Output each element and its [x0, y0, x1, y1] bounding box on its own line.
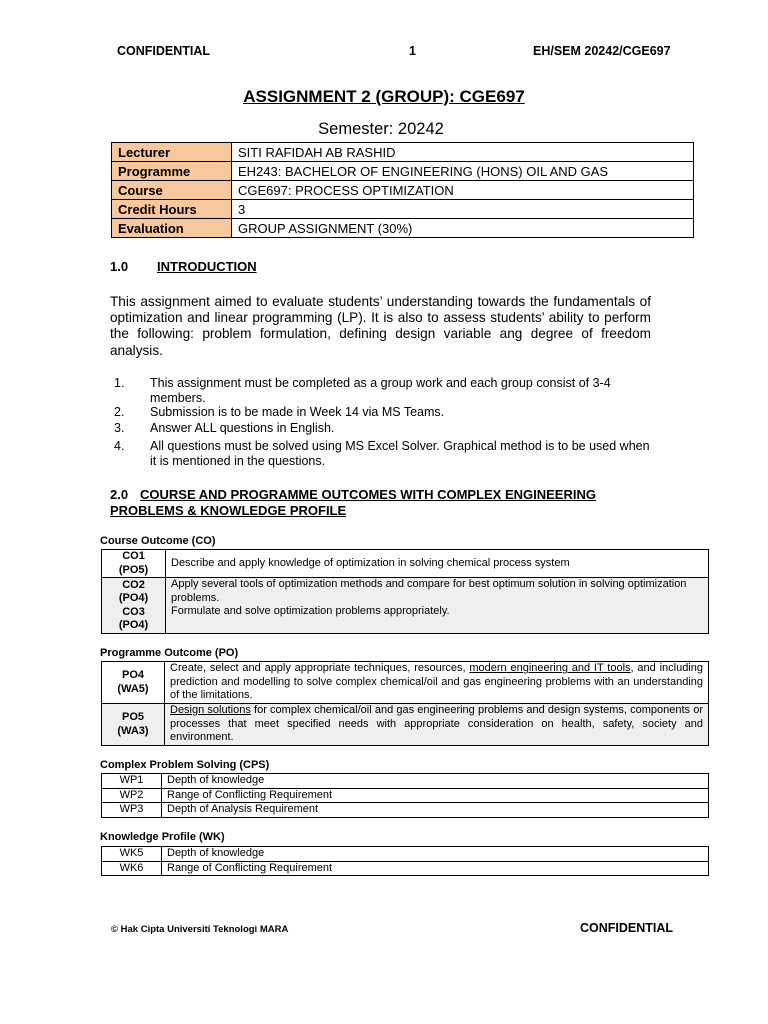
wp-code: WP2: [102, 788, 162, 803]
wk-code: WK5: [102, 847, 162, 862]
info-label: Programme: [112, 162, 232, 181]
list-text: Answer ALL questions in English.: [150, 421, 335, 435]
outcome-description-cell: [166, 578, 709, 634]
info-label: Evaluation: [112, 219, 232, 238]
wk-description: Range of Conflicting Requirement: [162, 861, 709, 876]
section-1-heading: [157, 259, 257, 274]
table-row: [102, 578, 709, 634]
info-label: Course: [112, 181, 232, 200]
desc-text: Create, select and apply appropriate techniques, resources,: [170, 662, 470, 675]
table-row: [102, 847, 709, 862]
table-row: [102, 774, 709, 789]
footer-copyright: © Hak Cipta Universiti Teknologi MARA: [111, 924, 289, 935]
document-code: EH/SEM 20242/CGE697: [533, 44, 671, 58]
wp-description: Range of Conflicting Requirement: [162, 788, 709, 803]
intro-paragraph: This assignment aimed to evaluate students’ understanding towards the fundamentals of optimization and linear programming (LP). It is also to assess students’ ability to perform the following: problem formulation, defining design variable ang degree of freedom analysis.: [110, 294, 651, 358]
programme-outcome-table: [101, 661, 709, 746]
info-row-evaluation: [112, 219, 694, 238]
info-row-course: [112, 181, 694, 200]
outcome-mapping: (PO5): [118, 563, 149, 576]
outcome-description: Describe and apply knowledge of optimization in solving chemical process system: [166, 550, 709, 578]
outcome-code: CO3: [122, 605, 145, 618]
desc-underlined: Design solutions: [170, 704, 251, 717]
complex-problem-solving-table: [101, 773, 709, 818]
wk-code: WK6: [102, 861, 162, 876]
info-value: 3: [232, 200, 694, 219]
list-number: 3.: [114, 421, 125, 435]
outcome-code: PO5: [121, 711, 144, 723]
section-2-heading-line1: [140, 487, 596, 502]
list-text: All questions must be solved using MS Excel Solver. Graphical method is to be used when it is mentioned in the questions.: [150, 439, 650, 468]
info-row-programme: [112, 162, 694, 181]
outcome-code: PO4: [121, 669, 144, 681]
outcome-mapping: (WA3): [117, 724, 149, 737]
semester: Semester: 20242: [318, 120, 444, 138]
section-1-title: INTRODUCTION: [157, 259, 257, 274]
wp-code: WP3: [102, 803, 162, 818]
header-confidential: CONFIDENTIAL: [117, 44, 211, 58]
table-row: [102, 861, 709, 876]
outcome-code-cell: [102, 704, 165, 746]
outcome-mapping: (WA5): [117, 682, 149, 695]
wp-description: Depth of Analysis Requirement: [162, 803, 709, 818]
list-text: Submission is to be made in Week 14 via MS Teams.: [150, 405, 445, 419]
outcome-description: [165, 704, 709, 746]
outcome-code: CO1: [122, 550, 145, 562]
info-value: GROUP ASSIGNMENT (30%): [232, 219, 694, 238]
outcome-code: CO2: [122, 578, 145, 591]
list-text: This assignment must be completed as a group work and each group consist of 3-4 members.: [150, 376, 611, 405]
info-value: SITI RAFIDAH AB RASHID: [232, 143, 694, 162]
table-row: [102, 788, 709, 803]
knowledge-profile-table: [101, 846, 709, 876]
info-value: EH243: BACHELOR OF ENGINEERING (HONS) OIL AND GAS: [232, 162, 694, 181]
section-2-title: PROBLEMS & KNOWLEDGE PROFILE: [110, 503, 347, 518]
list-number: 4.: [114, 439, 125, 453]
desc-text: , and including prediction and modelling to solve complex chemical/oil and gas engineering problems with an understanding of the limitations.: [170, 662, 703, 702]
outcome-description: [165, 662, 709, 704]
outcome-description: Apply several tools of optimization methods and compare for best optimum solution in solving optimization problems.: [171, 578, 687, 604]
outcome-code-cell: [102, 662, 165, 704]
list-number: 1.: [114, 376, 125, 390]
wp-description: Depth of knowledge: [162, 774, 709, 789]
co-caption: Course Outcome (CO): [100, 535, 216, 547]
outcome-mapping: (PO4): [118, 619, 149, 631]
section-2-heading-line2: [110, 503, 346, 518]
section-2-number: 2.0: [110, 487, 129, 502]
course-outcome-table: [101, 549, 709, 634]
info-label: Credit Hours: [112, 200, 232, 219]
info-row-credit-hours: [112, 200, 694, 219]
outcome-code-cell: [102, 550, 166, 578]
cps-caption: Complex Problem Solving (CPS): [100, 759, 270, 771]
wk-description: Depth of knowledge: [162, 847, 709, 862]
outcome-description: Formulate and solve optimization problems appropriately.: [171, 605, 450, 617]
section-1-number: 1.0: [110, 259, 129, 274]
page-title: ASSIGNMENT 2 (GROUP): CGE697: [243, 87, 525, 106]
table-row: [102, 662, 709, 704]
footer-confidential: CONFIDENTIAL: [580, 921, 674, 935]
info-row-lecturer: [112, 143, 694, 162]
table-row: [102, 803, 709, 818]
wp-code: WP1: [102, 774, 162, 789]
info-value: CGE697: PROCESS OPTIMIZATION: [232, 181, 694, 200]
po-caption: Programme Outcome (PO): [100, 647, 239, 659]
desc-text: for complex chemical/oil and gas engineering problems and design systems, components or processes that meet specified needs with appropriate consideration on health, safety, society and environment.: [170, 704, 703, 744]
outcome-mapping: (PO4): [118, 592, 149, 604]
desc-underlined: modern engineering and IT tools: [469, 662, 631, 675]
list-number: 2.: [114, 405, 125, 419]
table-row: [102, 704, 709, 746]
course-info-table: [111, 142, 694, 238]
info-label: Lecturer: [112, 143, 232, 162]
section-2-title: COURSE AND PROGRAMME OUTCOMES WITH COMPLEX ENGINEERING: [140, 487, 596, 502]
outcome-code-cell: [102, 578, 166, 634]
table-row: [102, 550, 709, 578]
wk-caption: Knowledge Profile (WK): [100, 831, 225, 843]
page-number: 1: [409, 44, 416, 58]
